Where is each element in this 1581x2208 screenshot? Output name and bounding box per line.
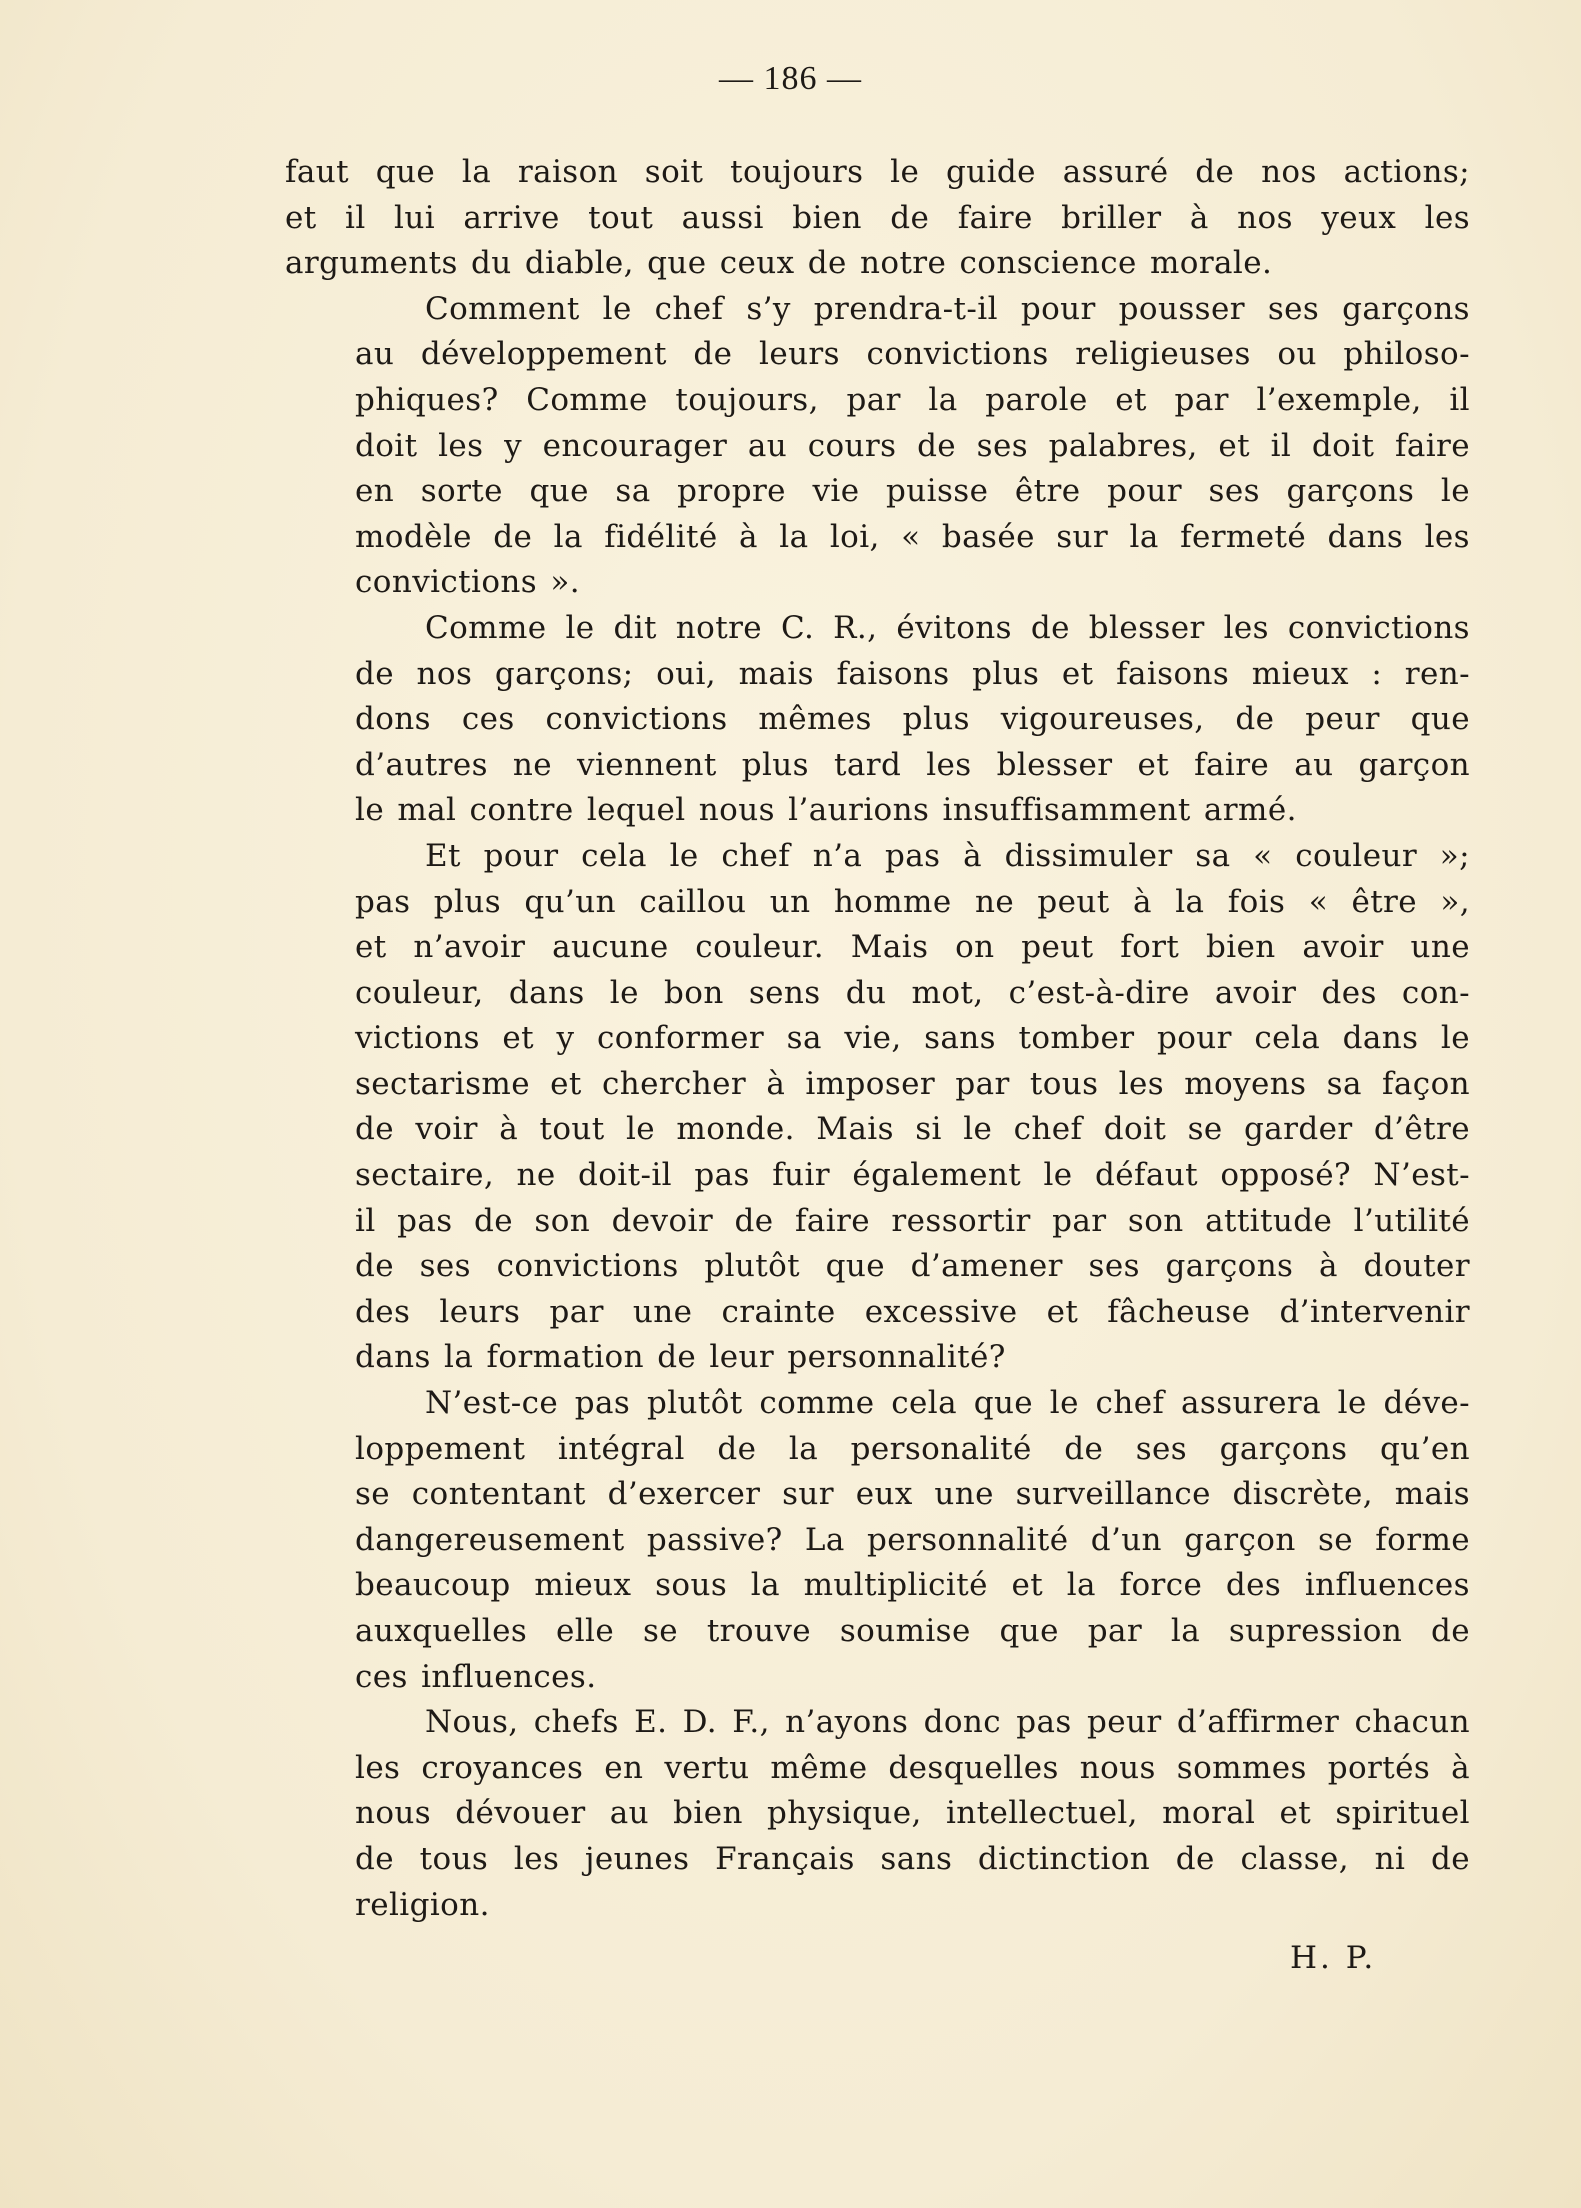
- author-signature: H. P.: [1290, 1940, 1377, 1976]
- paragraph: [285, 606, 1470, 834]
- paragraph: [285, 287, 1470, 606]
- text-line: Comment le chef s’y prendra-t-il pour pousser ses garçons: [425, 290, 1470, 327]
- text-line: arguments du diable, que ceux de notre conscience morale.: [285, 245, 1273, 282]
- text-line: le mal contre lequel nous l’aurions insuffisamment armé.: [355, 792, 1297, 829]
- text-line: phiques? Comme toujours, par la parole et par l’exemple, il: [355, 381, 1470, 418]
- text-line: de tous les jeunes Français sans dictinction de classe, ni de: [355, 1840, 1470, 1877]
- text-line: modèle de la fidélité à la loi, « basée sur la fermeté dans les: [355, 518, 1470, 555]
- text-line: d’autres ne viennent plus tard les blesser et faire au garçon: [355, 746, 1470, 783]
- text-line: de nos garçons; oui, mais faisons plus et faisons mieux : ren-: [355, 655, 1470, 692]
- paragraph: [285, 1700, 1470, 1928]
- page-number: — 186 —: [719, 60, 862, 97]
- text-line: Et pour cela le chef n’a pas à dissimuler sa « couleur »;: [425, 837, 1470, 874]
- text-line: sectarisme et chercher à imposer par tous les moyens sa façon: [355, 1065, 1470, 1102]
- text-line: auxquelles elle se trouve soumise que par la supression de: [355, 1613, 1470, 1649]
- text-line: N’est-ce pas plutôt comme cela que le chef assurera le déve-: [425, 1385, 1470, 1422]
- text-line: ces influences.: [355, 1658, 597, 1695]
- text-line: il pas de son devoir de faire ressortir par son attitude l’utilité: [355, 1202, 1470, 1239]
- text-line: les croyances en vertu même desquelles nous sommes portés à: [355, 1749, 1470, 1786]
- text-line: de ses convictions plutôt que d’amener ses garçons à douter: [355, 1248, 1470, 1285]
- paragraph: [285, 834, 1470, 1381]
- text-line: pas plus qu’un caillou un homme ne peut à la fois « être »,: [355, 883, 1470, 920]
- text-line: convictions ».: [355, 564, 580, 601]
- text-line: dans la formation de leur personnalité?: [355, 1339, 1006, 1376]
- text-line: et n’avoir aucune couleur. Mais on peut fort bien avoir une: [355, 929, 1470, 966]
- text-line: en sorte que sa propre vie puisse être pour ses garçons le: [355, 473, 1470, 510]
- text-line: Nous, chefs E. D. F., n’ayons donc pas peur d’affirmer chacun: [425, 1704, 1470, 1741]
- text-line: faut que la raison soit toujours le guide assuré de nos actions;: [285, 154, 1470, 190]
- text-line: et il lui arrive tout aussi bien de faire briller à nos yeux les: [285, 199, 1470, 236]
- text-line: couleur, dans le bon sens du mot, c’est-à-dire avoir des con-: [355, 974, 1470, 1011]
- text-line: dons ces convictions mêmes plus vigoureuses, de peur que: [355, 701, 1470, 738]
- text-line: de voir à tout le monde. Mais si le chef doit se garder d’être: [355, 1111, 1470, 1148]
- paragraph: [285, 150, 1470, 287]
- text-line: nous dévouer au bien physique, intellectuel, moral et spirituel: [355, 1795, 1470, 1832]
- text-line: dangereusement passive? La personnalité d’un garçon se forme: [355, 1521, 1470, 1558]
- text-line: religion.: [355, 1886, 490, 1923]
- text-line: doit les y encourager au cours de ses palabres, et il doit faire: [355, 427, 1470, 464]
- text-line: sectaire, ne doit-il pas fuir également le défaut opposé? N’est-: [355, 1157, 1470, 1194]
- text-line: au développement de leurs convictions religieuses ou philoso-: [355, 336, 1470, 373]
- text-line: des leurs par une crainte excessive et fâcheuse d’intervenir: [355, 1293, 1470, 1330]
- paragraph: [285, 1381, 1470, 1700]
- text-line: beaucoup mieux sous la multiplicité et la force des influences: [355, 1567, 1470, 1604]
- text-line: se contentant d’exercer sur eux une surveillance discrète, mais: [355, 1476, 1470, 1513]
- text-line: victions et y conformer sa vie, sans tomber pour cela dans le: [355, 1020, 1470, 1057]
- text-line: loppement intégral de la personalité de ses garçons qu’en: [355, 1430, 1470, 1467]
- text-line: Comme le dit notre C. R., évitons de blesser les convictions: [425, 609, 1470, 646]
- body-text: [285, 150, 1470, 1928]
